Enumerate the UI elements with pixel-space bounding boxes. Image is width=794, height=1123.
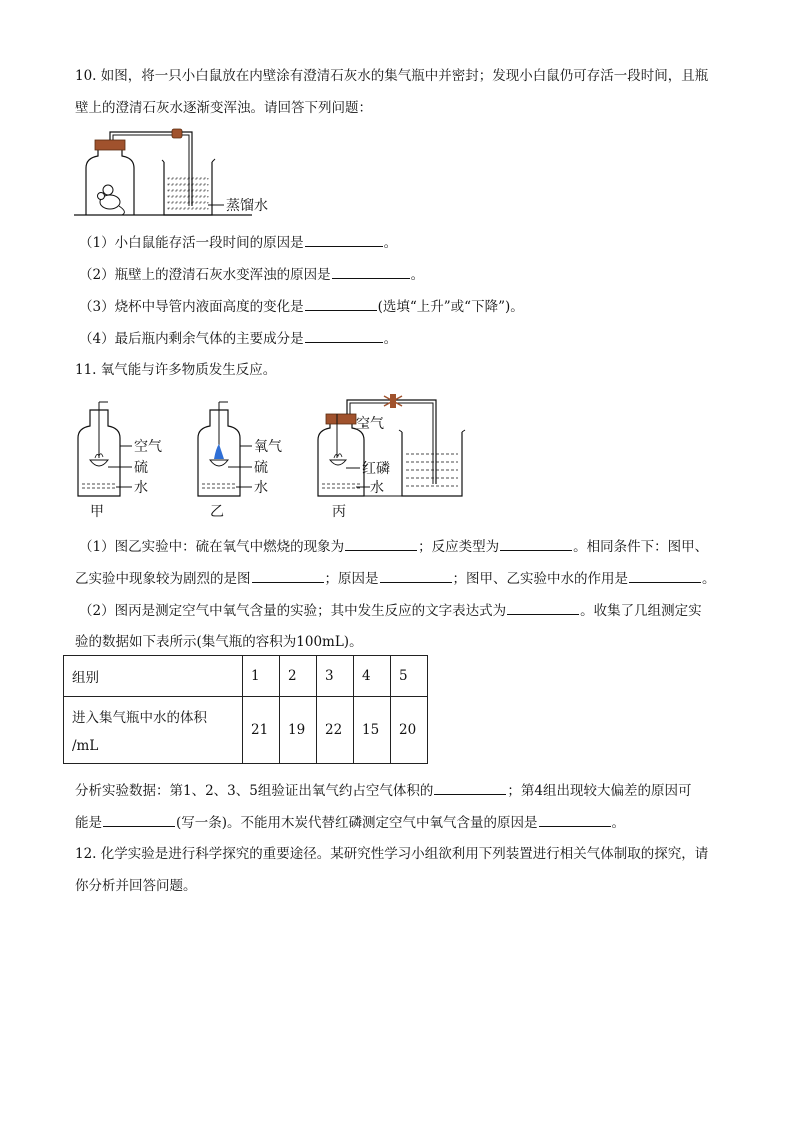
q10-stem-line2: 壁上的澄清石灰水逐渐变浑浊。请回答下列问题： (75, 100, 372, 116)
table-cell: 21 (243, 697, 280, 764)
answer-blank[interactable] (380, 568, 452, 583)
yi-sulfur-label: 硫 (254, 460, 268, 476)
row-label-line2: /mL (72, 738, 99, 754)
yi-water-label: 水 (254, 480, 268, 496)
q10-figure (72, 126, 292, 226)
combustion-apparatus (70, 388, 490, 523)
q11-stem: 11. 氧气能与许多物质发生反应。 (75, 362, 277, 378)
table-cell: 22 (317, 697, 354, 764)
table-cell: 20 (391, 697, 428, 764)
jia-sulfur-label: 硫 (134, 460, 148, 476)
q10-sub3: （3）烧杯中导管内液面高度的变化是 (选填“上升”或“下降”)。 (79, 296, 524, 317)
q11-part1-line1: （1）图乙实验中：硫在氧气中燃烧的现象为 ；反应类型为 。相同条件下：图甲、 (79, 536, 708, 557)
q11-part2-line1: （2）图丙是测定空气中氧气含量的实验；其中发生反应的文字表达式为 。收集了几组测定实 (79, 600, 702, 621)
bottle-jia (78, 402, 162, 520)
blue-flame-icon (214, 444, 224, 459)
answer-blank[interactable] (539, 812, 611, 827)
answer-blank[interactable] (252, 568, 324, 583)
mouse-bottle-apparatus (72, 126, 292, 222)
answer-blank[interactable] (500, 536, 572, 551)
q11-analysis-line1: 分析实验数据：第1、2、3、5组验证出氧气约占空气体积的 ；第4组出现较大偏差的原因可 (75, 780, 691, 801)
bottle-yi (198, 402, 282, 520)
q11-figure (70, 388, 490, 527)
jia-gas-label: 空气 (134, 439, 162, 455)
distilled-water-label: 蒸馏水 (226, 198, 268, 214)
answer-blank[interactable] (345, 536, 417, 551)
bing-gas-label: 空气 (356, 416, 384, 432)
table-header-cell: 组别 (64, 656, 243, 697)
q10-sub1: （1）小白鼠能存活一段时间的原因是 。 (79, 232, 397, 253)
bing-water-label: 水 (370, 480, 384, 496)
bing-caption: 丙 (332, 504, 346, 520)
q12-stem-line2: 你分析并回答问题。 (75, 878, 197, 894)
jia-water-label: 水 (134, 480, 148, 496)
table-row (64, 656, 428, 697)
answer-blank[interactable] (305, 232, 383, 247)
q10-stem-line1: 10. 如图，将一只小白鼠放在内壁涂有澄清石灰水的集气瓶中并密封；发现小白鼠仍可存活一段时间，且瓶 (75, 68, 709, 84)
table-cell: 19 (280, 697, 317, 764)
table-header-cell: 2 (280, 656, 317, 697)
q11-part1-line2: 乙实验中现象较为剧烈的是图 ；原因是 ；图甲、乙实验中水的作用是 。 (75, 568, 716, 589)
answer-blank[interactable] (332, 264, 410, 279)
yi-gas-label: 氧气 (254, 439, 282, 455)
apparatus-bing (318, 394, 465, 520)
row-label-line1: 进入集气瓶中水的体积 (72, 710, 207, 726)
table-row-label (64, 697, 243, 764)
jia-caption: 甲 (90, 504, 104, 520)
table-header-cell: 3 (317, 656, 354, 697)
answer-blank[interactable] (305, 328, 383, 343)
table-header-cell: 5 (391, 656, 428, 697)
q11-part2-line2: 验的数据如下表所示(集气瓶的容积为100mL)。 (75, 634, 363, 650)
q10-sub4: （4）最后瓶内剩余气体的主要成分是 。 (79, 328, 397, 349)
answer-blank[interactable] (629, 568, 701, 583)
table-cell: 15 (354, 697, 391, 764)
yi-caption: 乙 (210, 504, 224, 520)
q11-analysis-line2: 能是 (写一条)。不能用木炭代替红磷测定空气中氧气含量的原因是 。 (75, 812, 625, 833)
answer-blank[interactable] (434, 780, 506, 795)
answer-blank[interactable] (305, 296, 377, 311)
answer-blank[interactable] (507, 600, 579, 615)
table-header-cell: 1 (243, 656, 280, 697)
bing-phosphorus-label: 红磷 (362, 461, 390, 477)
table-row (64, 697, 428, 764)
experiment-data-table (63, 655, 428, 764)
q10-sub2: （2）瓶壁上的澄清石灰水变浑浊的原因是 。 (79, 264, 424, 285)
table-header-cell: 4 (354, 656, 391, 697)
answer-blank[interactable] (103, 812, 175, 827)
q12-stem-line1: 12. 化学实验是进行科学探究的重要途径。某研究性学习小组欲利用下列装置进行相关气体制取的探究，请 (75, 846, 709, 862)
